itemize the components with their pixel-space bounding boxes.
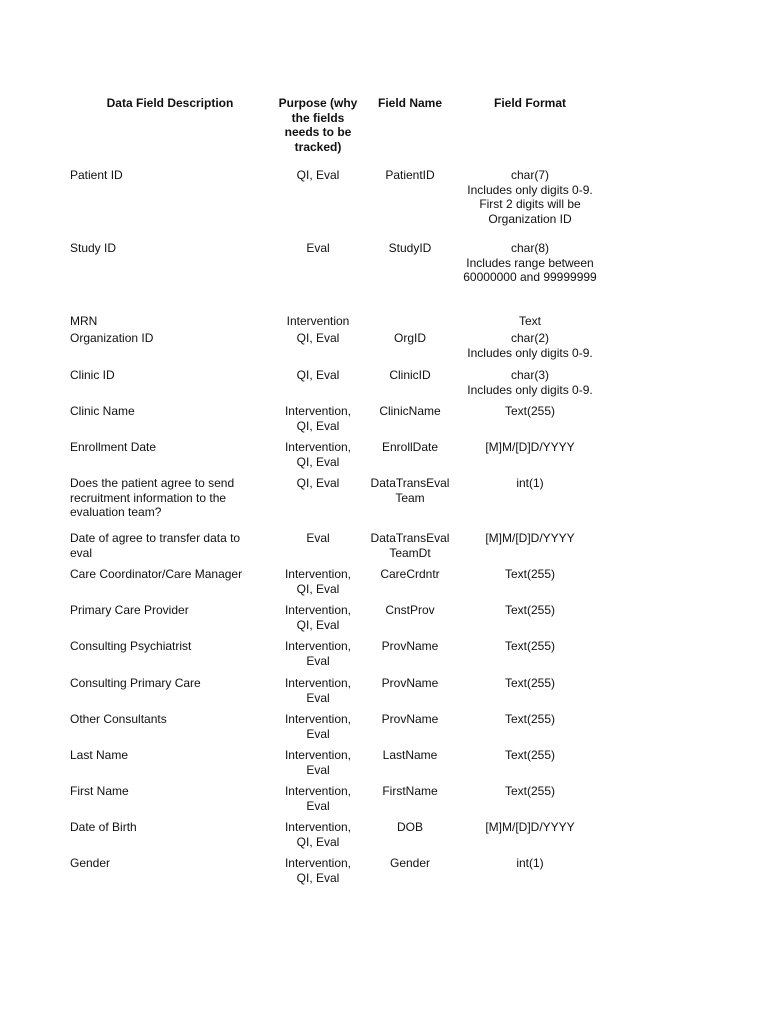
header-purpose: Purpose (why the fields needs to be tracked) (278, 96, 358, 154)
row-field-name: LastName (382, 748, 438, 762)
row-field-name: OrgID (393, 331, 426, 345)
row-field-name: DataTransEval TeamDt (370, 531, 450, 560)
row-purpose: Intervention, QI, Eval (284, 856, 352, 885)
row-purpose: Intervention (286, 314, 350, 328)
row-field-name: DataTransEval Team (370, 476, 450, 505)
row-purpose: Intervention, Eval (284, 639, 352, 668)
row-purpose: Intervention, Eval (284, 748, 352, 777)
row-field-format: int(1) (516, 476, 544, 490)
row-description: Primary Care Provider (70, 603, 189, 617)
row-description: Consulting Primary Care (70, 676, 201, 690)
row-field-name: EnrollDate (381, 440, 439, 454)
row-purpose: Intervention, QI, Eval (284, 440, 352, 469)
row-field-format: Text (518, 314, 541, 328)
row-description: Clinic Name (70, 404, 135, 418)
row-field-format: Text(255) (504, 784, 556, 798)
row-field-format: char(3) Includes only digits 0-9. (467, 368, 593, 397)
row-field-format: Text(255) (504, 748, 556, 762)
row-description: Organization ID (70, 331, 154, 345)
row-purpose: QI, Eval (296, 476, 340, 490)
row-field-format: char(7) Includes only digits 0-9. First 2 digits will be Organization ID (467, 168, 593, 226)
header-field-name: Field Name (377, 96, 443, 110)
row-purpose: Eval (306, 241, 330, 255)
row-description: Date of Birth (70, 820, 137, 834)
row-field-name: ProvName (381, 639, 439, 653)
row-field-name: CnstProv (385, 603, 435, 617)
row-field-name: ClinicName (379, 404, 441, 418)
row-field-format: Text(255) (504, 603, 556, 617)
row-description: Consulting Psychiatrist (70, 639, 192, 653)
row-description: Last Name (70, 748, 129, 762)
row-description: Care Coordinator/Care Manager (70, 567, 243, 581)
row-field-name: PatientID (385, 168, 435, 182)
row-purpose: Eval (306, 531, 330, 545)
row-description: Study ID (70, 241, 117, 255)
row-field-name: DOB (396, 820, 423, 834)
row-field-format: Text(255) (504, 676, 556, 690)
row-field-format: int(1) (516, 856, 544, 870)
row-purpose: QI, Eval (296, 168, 340, 182)
row-description: First Name (70, 784, 129, 798)
row-field-format: Text(255) (504, 639, 556, 653)
row-purpose: QI, Eval (296, 331, 340, 345)
row-description: Date of agree to transfer data to eval (70, 531, 241, 560)
row-field-format: Text(255) (504, 567, 556, 581)
row-field-format: [M]M/[D]D/YYYY (485, 531, 575, 545)
row-purpose: Intervention, QI, Eval (284, 567, 352, 596)
row-description: Does the patient agree to send recruitment information to the evaluation team? (70, 476, 235, 519)
row-field-format: char(8) Includes range between 60000000 and 99999999 (463, 241, 597, 284)
row-field-format: char(2) Includes only digits 0-9. (467, 331, 593, 360)
row-purpose: Intervention, Eval (284, 784, 352, 813)
row-field-name: StudyID (388, 241, 432, 255)
row-field-name: ProvName (381, 676, 439, 690)
row-description: Gender (70, 856, 111, 870)
row-description: Enrollment Date (70, 440, 157, 454)
row-description: MRN (70, 314, 98, 328)
header-field-format: Field Format (493, 96, 566, 110)
row-description: Patient ID (70, 168, 123, 182)
row-field-name: ClinicID (389, 368, 431, 382)
row-field-format: [M]M/[D]D/YYYY (485, 440, 575, 454)
row-purpose: Intervention, QI, Eval (284, 404, 352, 433)
row-purpose: Intervention, Eval (284, 676, 352, 705)
row-field-name: CareCrdntr (380, 567, 440, 581)
row-purpose: Intervention, QI, Eval (284, 603, 352, 632)
row-description: Other Consultants (70, 712, 167, 726)
row-description: Clinic ID (70, 368, 115, 382)
row-field-format: Text(255) (504, 404, 556, 418)
row-purpose: QI, Eval (296, 368, 340, 382)
row-field-format: [M]M/[D]D/YYYY (485, 820, 575, 834)
header-description: Data Field Description (106, 96, 234, 110)
row-field-name: FirstName (382, 784, 438, 798)
row-purpose: Intervention, Eval (284, 712, 352, 741)
row-purpose: Intervention, QI, Eval (284, 820, 352, 849)
row-field-name: ProvName (381, 712, 439, 726)
row-field-format: Text(255) (504, 712, 556, 726)
row-field-name: Gender (389, 856, 431, 870)
